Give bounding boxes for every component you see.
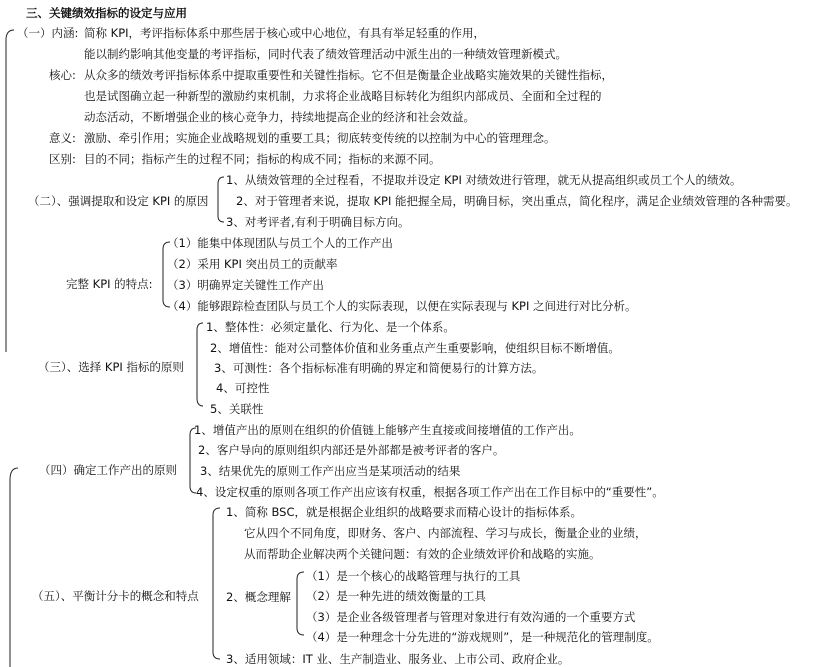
s4-principle-1: 1、增值产出的原则在组织的价值链上能够产生直接或间接增值的工作产出。: [194, 423, 581, 437]
s4-label: （四）确定工作产出的原则: [39, 463, 177, 477]
s2-reason-1: 1、从绩效管理的全过程看，不提取并设定 KPI 对绩效进行管理，就无从提高组织或员工个人的绩效。: [226, 173, 742, 187]
s2-feature-2: （2）采用 KPI 突出员工的贡献率: [167, 257, 338, 271]
s1-core-label: 核心:: [49, 68, 76, 82]
s5-item1-line3: 从而帮助企业解决两个关键问题：有效的企业绩效评价和战略的实施。: [244, 547, 601, 561]
bracket-main-lower: [10, 468, 18, 667]
s5-label: （五）、平衡计分卡的概念和特点: [32, 589, 199, 603]
s3-label: （三）、选择 KPI 指标的原则: [38, 360, 184, 374]
bracket-s2-reasons: [218, 177, 224, 222]
s1-core-line1: 从众多的绩效考评指标体系中提取重要性和关键性指标。它不但是衡量企业战略实施效果的关键性指标，: [84, 68, 613, 82]
s1-core-line2: 也是试图确立起一种新型的激励约束机制，力求将企业战略目标转化为组织内部成员、全面和全过程的: [84, 89, 602, 103]
s5-concept-3: （3）是企业各级管理者与管理对象进行有效沟通的一个重要方式: [306, 610, 636, 624]
s5-concept-2: （2）是一种先进的绩效衡量的工具: [306, 589, 486, 603]
s2-reason-2: 2、对于管理者来说，提取 KPI 能把握全局，明确目标，突出重点，简化程序，满足企业绩效管理的各种需要。: [236, 194, 798, 208]
s1-meaning-label: 意义:: [49, 131, 76, 145]
s1-label: （一）内涵:: [17, 26, 79, 40]
s2-reason-3: 3、对考评者,有利于明确目标方向。: [226, 215, 410, 229]
s2-feature-3: （3）明确界定关键性工作产出: [167, 278, 324, 292]
s4-principle-3: 3、结果优先的原则工作产出应当是某项活动的结果: [200, 464, 461, 478]
s5-item2-label: 2、概念理解: [226, 590, 291, 604]
s1-difference-label: 区别:: [49, 152, 76, 166]
s4-principle-2: 2、客户导向的原则组织内部还是外部都是被考评者的客户。: [198, 443, 505, 457]
page-title: 三、关键绩效指标的设定与应用: [26, 6, 187, 20]
s1-definition-line2: 能以制约影响其他变量的考评指标，同时代表了绩效管理活动中派生出的一种绩效管理新模式。: [84, 47, 567, 61]
s5-item1-line1: 1、简称 BSC，就是根据企业组织的战略要求而精心设计的指标体系。: [226, 505, 582, 519]
s3-principle-4: 4、可控性: [216, 381, 270, 395]
s1-core-line3: 动态活动，不断增强企业的核心竞争力，持续地提高企业的经济和社会效益。: [84, 110, 475, 124]
s2-label: （二）、强调提取和设定 KPI 的原因: [28, 194, 209, 208]
s3-principle-5: 5、关联性: [210, 402, 264, 416]
bracket-s5-concepts: [297, 572, 304, 635]
s3-principle-3: 3、可测性：各个指标标准有明确的界定和简便易行的计算方法。: [214, 361, 544, 375]
s2-feature-1: （1）能集中体现团队与员工个人的工作产出: [167, 236, 393, 250]
s3-principle-2: 2、增值性：能对公司整体价值和业务重点产生重要影响，使组织目标不断增值。: [210, 341, 620, 355]
s4-principle-4: 4、设定权重的原则各项工作产出应该有权重，根据各项工作产出在工作目标中的“重要性”。: [196, 485, 664, 499]
bracket-main-upper: [6, 30, 14, 352]
bracket-s3: [197, 323, 203, 406]
s3-principle-1: 1、整体性：必须定量化、行为化、是一个体系。: [206, 320, 455, 334]
bracket-s4: [190, 428, 196, 493]
s5-concept-1: （1）是一个核心的战略管理与执行的工具: [306, 569, 521, 583]
s2-features-label: 完整 KPI 的特点:: [66, 277, 153, 291]
s5-item3: 3、适用领域：IT 业、生产制造业、服务业、上市公司、政府企业。: [226, 652, 570, 666]
s5-item1-line2: 它从四个不同角度，即财务、客户、内部流程、学习与成长，衡量企业的业绩，: [244, 526, 647, 540]
s1-meaning-text: 激励、牵引作用；实施企业战略规划的重要工具；彻底转变传统的以控制为中心的管理理念。: [84, 131, 556, 145]
s1-difference-text: 目的不同；指标产生的过程不同；指标的构成不同；指标的来源不同。: [84, 152, 441, 166]
bracket-s2-features: [163, 242, 170, 307]
s1-definition-line1: 简称 KPI，考评指标体系中那些居于核心或中心地位，有具有举足轻重的作用，: [84, 26, 486, 40]
s5-concept-4: （4）是一种理念十分先进的“游戏规则”，是一种规范化的管理制度。: [306, 630, 659, 644]
s2-feature-4: （4）能够跟踪检查团队与员工个人的实际表现，以便在实际表现与 KPI 之间进行对比分析。: [167, 299, 637, 313]
bracket-s5: [213, 508, 220, 659]
